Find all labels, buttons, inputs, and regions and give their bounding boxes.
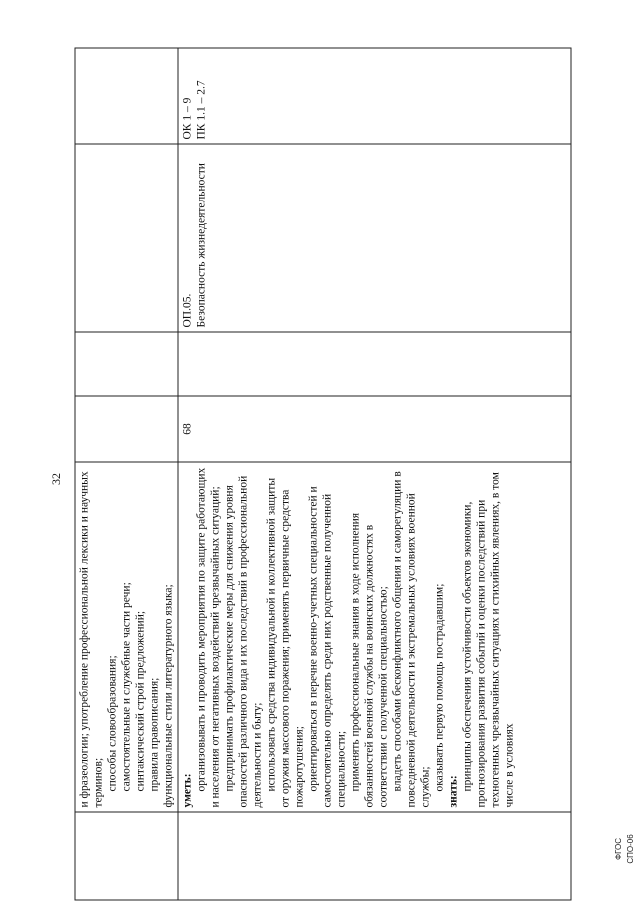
empty-cell bbox=[178, 332, 571, 396]
skills-knowledge-cell bbox=[178, 462, 571, 812]
table-row bbox=[178, 48, 571, 900]
footer-mark: ФГОС СПО-06 bbox=[614, 834, 635, 864]
text-line: синтаксический строй предложений; bbox=[134, 610, 147, 792]
empty-cell bbox=[75, 396, 178, 462]
text-line: применять профессиональные знания в ходе исполнения обязанностей военной службы на воинских должностях в соответствии с полученной специальностью; bbox=[349, 512, 390, 808]
text-line: самостоятельные и служебные части речи; bbox=[120, 582, 133, 792]
discipline-code: ОП.05. bbox=[181, 293, 194, 328]
empty-cell bbox=[75, 144, 178, 332]
umet-label: уметь: bbox=[181, 773, 194, 808]
text-line: владеть способами бесконфликтного общения и саморегуляции в повседневной деятельности и экстремальных условиях военной службы; bbox=[391, 471, 432, 808]
text-line: и фразеологии; употребление профессиональной лексики и научных терминов; bbox=[78, 471, 105, 808]
znat-label: знать: bbox=[447, 775, 460, 808]
text-line: ориентироваться в перечне военно-учетных специальностей и самостоятельно определять среди них родственные полученной специальности; bbox=[307, 486, 348, 808]
table-row bbox=[75, 48, 178, 900]
competency-ok: ОК 1 – 9 bbox=[181, 97, 194, 140]
page-number: 32 bbox=[49, 473, 63, 485]
text-line: функциональные стили литературного языка; bbox=[162, 584, 175, 808]
empty-cell bbox=[75, 812, 178, 900]
text-line: принципы обеспечения устойчивости объектов экономики, прогнозирования развития событий и оценки последствий при техногенных чрезвычайных ситуациях и стихийных явлениях, в том числе в условиях bbox=[461, 472, 516, 808]
skills-knowledge-cell bbox=[75, 462, 178, 812]
text-line: оказывать первую помощь пострадавшим; bbox=[433, 583, 446, 792]
empty-cell bbox=[75, 48, 178, 144]
empty-cell bbox=[178, 812, 571, 900]
text-line: организовывать и проводить мероприятия по защите работающих и населения от негативных воздействий чрезвычайных ситуаций; bbox=[195, 467, 222, 808]
text-line: использовать средства индивидуальной и коллективной защиты от оружия массового поражения; применять первичные средства пожаротушения; bbox=[265, 477, 306, 808]
text-line: способы словообразования; bbox=[106, 655, 119, 792]
text-line: предпринимать профилактические меры для снижения уровня опасностей различного вида и их последствий в профессиональной деятельности и быту; bbox=[223, 475, 264, 808]
text-line: правила правописания; bbox=[148, 677, 161, 792]
competency-table bbox=[75, 49, 572, 901]
competencies-cell bbox=[178, 48, 571, 144]
discipline-cell bbox=[178, 144, 571, 332]
competency-pk: ПК 1.1 – 2.7 bbox=[195, 80, 208, 140]
empty-cell bbox=[75, 332, 178, 396]
hours-cell: 68 bbox=[178, 396, 571, 462]
discipline-name: Безопасность жизнедеятельности bbox=[195, 163, 208, 328]
